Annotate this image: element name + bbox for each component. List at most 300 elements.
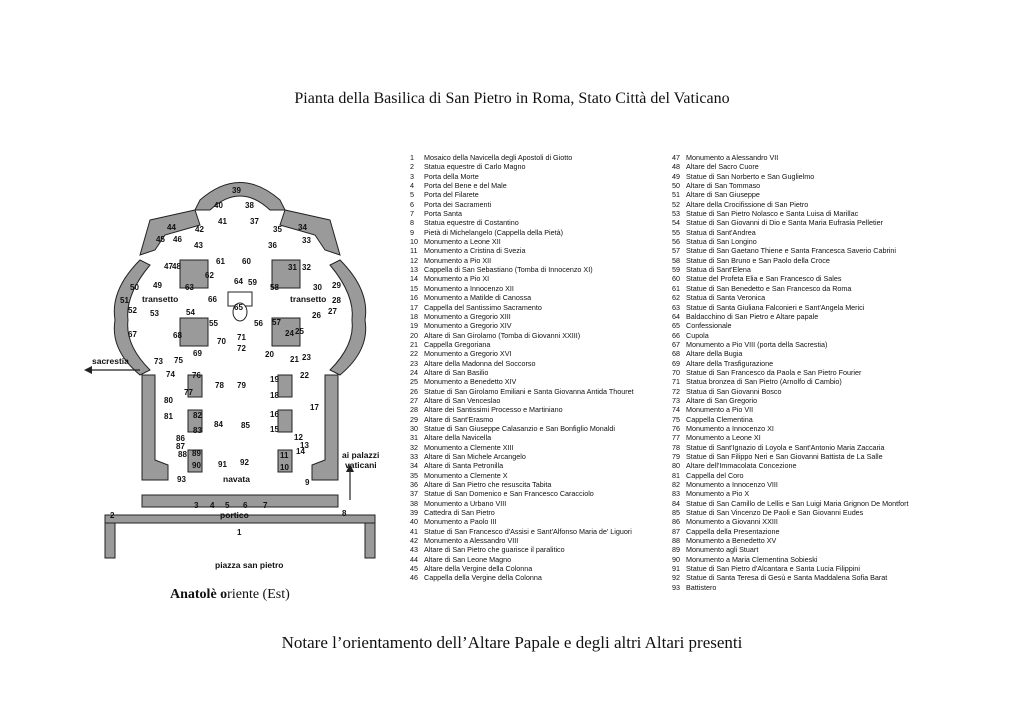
plan-number: 10 — [280, 463, 289, 472]
plan-number: 67 — [128, 330, 137, 339]
plan-number: 5 — [225, 501, 230, 510]
legend-text: Monumento a Urbano VIII — [424, 498, 507, 508]
plan-number: 7 — [263, 501, 268, 510]
legend-number: 93 — [672, 582, 680, 592]
legend-item — [410, 405, 634, 414]
plan-number: 28 — [332, 296, 341, 305]
plan-number: 24 — [285, 329, 294, 338]
legend-text: Battistero — [686, 582, 717, 592]
plan-number: 63 — [185, 283, 194, 292]
legend-item — [672, 545, 909, 554]
palazzi-label-1: ai palazzi — [342, 450, 380, 460]
legend-number: 53 — [672, 209, 680, 219]
legend-item — [410, 499, 634, 508]
legend-text: Monumento a Pio X — [686, 489, 750, 499]
plan-number: 21 — [290, 355, 299, 364]
legend-item — [672, 396, 909, 405]
legend-number: 8 — [410, 218, 414, 228]
legend-item — [672, 265, 909, 274]
legend-number: 29 — [410, 414, 418, 424]
legend-item — [672, 489, 909, 498]
legend-item — [672, 162, 909, 171]
legend-number: 70 — [672, 367, 680, 377]
legend-number: 86 — [672, 517, 680, 527]
plan-number: 17 — [310, 403, 319, 412]
legend-text: Altare di San Basilio — [424, 367, 489, 377]
legend-text: Monumento a Innocenzo XI — [686, 423, 774, 433]
legend-item — [410, 181, 634, 190]
legend-item — [672, 331, 909, 340]
plan-number: 22 — [300, 371, 309, 380]
plan-number: 47 — [164, 262, 173, 271]
plan-number: 36 — [268, 241, 277, 250]
plan-number: 25 — [295, 327, 304, 336]
legend-text: Porta dei Sacramenti — [424, 199, 492, 209]
plan-number: 9 — [305, 478, 310, 487]
legend-item — [410, 153, 634, 162]
plan-number: 61 — [216, 257, 225, 266]
legend-text: Statua di Sant'Andrea — [686, 227, 756, 237]
legend-text: Statue di San Giovanni di Dio e Santa Maria Eufrasia Pelletier — [686, 218, 883, 228]
legend-text: Statue di Santa Teresa di Gesù e Santa Maddalena Sofia Barat — [686, 573, 888, 583]
legend-number: 47 — [672, 153, 680, 162]
plan-number: 57 — [272, 318, 281, 327]
legend-text: Cappella Clementina — [686, 414, 753, 424]
nave-pier-2 — [278, 375, 292, 397]
legend-item — [410, 237, 634, 246]
legend-text: Statua equestre di Costantino — [424, 218, 519, 228]
legend-item — [672, 517, 909, 526]
plan-number: 78 — [215, 381, 224, 390]
plan-number: 83 — [193, 426, 202, 435]
legend-text: Altare di San Pietro che resuscita Tabita — [424, 480, 552, 490]
legend-item — [672, 471, 909, 480]
legend-text: Statue di San Francesco d'Assisi e Sant'Alfonso Maria de' Liguori — [424, 526, 632, 536]
legend-text: Statue di San Francesco da Paola e San Pietro Fourier — [686, 367, 862, 377]
legend-item — [672, 153, 909, 162]
plan-number: 73 — [154, 357, 163, 366]
plan-number: 13 — [300, 441, 309, 450]
plan-number: 34 — [298, 223, 307, 232]
plan-number: 71 — [237, 333, 246, 342]
legend-item — [410, 256, 634, 265]
legend-text: Monumento a Cristina di Svezia — [424, 246, 526, 256]
legend-item — [672, 536, 909, 545]
legend-item — [410, 265, 634, 274]
legend-text: Statue di San Domenico e San Francesco Caracciolo — [424, 489, 594, 499]
legend-item — [672, 583, 909, 592]
legend-text: Porta del Bene e del Male — [424, 181, 507, 191]
legend-text: Cattedra di San Pietro — [424, 508, 495, 518]
legend-number: 67 — [672, 339, 680, 349]
legend-item — [410, 209, 634, 218]
plan-number: 4 — [210, 501, 215, 510]
transetto-left-label: transetto — [142, 294, 179, 304]
legend-item — [672, 527, 909, 536]
plan-number: 84 — [214, 420, 223, 429]
plan-number: 62 — [205, 271, 214, 280]
legend-item — [410, 555, 634, 564]
legend-item — [410, 359, 634, 368]
legend-text: Altare dei Santissimi Processo e Martiniano — [424, 405, 563, 415]
plan-number: 14 — [296, 447, 305, 456]
legend-text: Monumento a Leone XII — [424, 237, 501, 247]
legend-number: 92 — [672, 573, 680, 583]
plan-number: 29 — [332, 281, 341, 290]
legend-number: 26 — [410, 386, 418, 396]
legend-item — [672, 274, 909, 283]
legend-item — [410, 284, 634, 293]
legend-number: 1 — [410, 153, 414, 162]
legend-item — [410, 489, 634, 498]
legend-number: 81 — [672, 470, 680, 480]
legend-text: Altare di San Michele Arcangelo — [424, 452, 526, 461]
legend-text: Confessionale — [686, 321, 732, 331]
legend-text: Altare della Navicella — [424, 433, 492, 443]
legend-number: 55 — [672, 227, 680, 237]
legend-text: Cappella del Coro — [686, 470, 744, 480]
legend-number: 52 — [672, 199, 680, 209]
legend-number: 30 — [410, 423, 418, 433]
legend-text: Monumento a Leone XI — [686, 433, 761, 443]
legend-number: 34 — [410, 461, 418, 471]
legend-text: Altare della Trasfigurazione — [686, 358, 774, 368]
legend-item — [672, 181, 909, 190]
plan-number: 40 — [214, 201, 223, 210]
legend-text: Statue di San Pietro Nolasco e Santa Luisa di Marillac — [686, 209, 859, 219]
plan-number: 60 — [242, 257, 251, 266]
legend-number: 65 — [672, 321, 680, 331]
legend-text: Statue di Sant'Ignazio di Loyola e Sant'Antonio Maria Zaccaria — [686, 442, 885, 452]
legend-text: Statua di San Longino — [686, 237, 757, 247]
legend-item — [672, 573, 909, 582]
legend-item — [410, 443, 634, 452]
legend-item — [410, 274, 634, 283]
legend-number: 59 — [672, 265, 680, 275]
plan-number: 72 — [237, 344, 246, 353]
plan-number: 27 — [328, 307, 337, 316]
legend-item — [672, 359, 909, 368]
legend-number: 31 — [410, 433, 418, 443]
plan-number: 39 — [232, 186, 241, 195]
plan-number: 77 — [184, 388, 193, 397]
legend-number: 90 — [672, 554, 680, 564]
legend-text: Statua di San Giovanni Bosco — [686, 386, 782, 396]
legend-number: 16 — [410, 293, 418, 303]
legend-number: 23 — [410, 358, 418, 368]
legend-item — [410, 218, 634, 227]
navata-label: navata — [223, 474, 250, 484]
plan-number: 74 — [166, 370, 175, 379]
legend-item — [672, 321, 909, 330]
legend-number: 2 — [410, 162, 414, 172]
plan-number: 56 — [254, 319, 263, 328]
legend-item — [672, 564, 909, 573]
legend-text: Monumento a Gregorio XIV — [424, 321, 512, 331]
legend-number: 71 — [672, 377, 680, 387]
legend-text: Monumento a Innocenzo XII — [424, 283, 514, 293]
legend-number: 5 — [410, 190, 414, 200]
legend-text: Cupola — [686, 330, 709, 340]
legend-number: 64 — [672, 311, 680, 321]
legend-item — [672, 508, 909, 517]
plan-number: 86 — [176, 434, 185, 443]
legend-item — [410, 377, 634, 386]
legend-number: 78 — [672, 442, 680, 452]
plan-number: 81 — [164, 412, 173, 421]
plan-number: 33 — [302, 236, 311, 245]
plan-number: 46 — [173, 235, 182, 244]
plan-number: 18 — [270, 391, 279, 400]
legend-item — [410, 415, 634, 424]
plan-number: 93 — [177, 475, 186, 484]
legend-item — [410, 340, 634, 349]
legend-item — [410, 480, 634, 489]
legend-text: Statue di San Norberto e San Guglielmo — [686, 171, 815, 181]
legend-item — [410, 228, 634, 237]
legend-number: 13 — [410, 265, 418, 275]
legend-text: Cappella della Presentazione — [686, 526, 780, 536]
legend-text: Statue del Profeta Elia e San Francesco di Sales — [686, 274, 842, 284]
legend-number: 88 — [672, 536, 680, 546]
legend-item — [410, 424, 634, 433]
legend-text: Altare di San Giuseppe — [686, 190, 760, 200]
legend-item — [410, 527, 634, 536]
legend-item — [410, 331, 634, 340]
legend-item — [410, 349, 634, 358]
plan-number: 8 — [342, 509, 347, 518]
legend-item — [672, 340, 909, 349]
legend-number: 20 — [410, 330, 418, 340]
transetto-right-label: transetto — [290, 294, 327, 304]
legend-text: Statue di San Gaetano Thiene e Santa Francesca Saverio Cabrini — [686, 246, 897, 256]
plan-number: 68 — [173, 331, 182, 340]
legend-number: 83 — [672, 489, 680, 499]
legend-item — [410, 461, 634, 470]
plan-number: 49 — [153, 281, 162, 290]
legend-item — [672, 303, 909, 312]
legend-text: Statua bronzea di San Pietro (Arnolfo di Cambio) — [686, 377, 842, 387]
plan-number: 41 — [218, 217, 227, 226]
plan-number: 31 — [288, 263, 297, 272]
legend-number: 36 — [410, 480, 418, 490]
legend-column-1 — [410, 153, 634, 583]
legend-text: Cappella di San Sebastiano (Tomba di Innocenzo XI) — [424, 265, 593, 275]
basilica-floor-plan — [80, 160, 400, 580]
plan-number: 91 — [218, 460, 227, 469]
legend-number: 12 — [410, 255, 418, 265]
legend-number: 3 — [410, 171, 414, 181]
legend-item — [672, 424, 909, 433]
legend-number: 77 — [672, 433, 680, 443]
legend-number: 80 — [672, 461, 680, 471]
plan-number: 19 — [270, 375, 279, 384]
legend-number: 66 — [672, 330, 680, 340]
legend-number: 75 — [672, 414, 680, 424]
legend-number: 21 — [410, 339, 418, 349]
legend-text: Statue di San Girolamo Emiliani e Santa Giovanna Antida Thouret — [424, 386, 634, 396]
legend-number: 11 — [410, 246, 418, 256]
plan-number: 2 — [110, 511, 115, 520]
legend-item — [410, 573, 634, 582]
legend-number: 57 — [672, 246, 680, 256]
legend-item — [672, 172, 909, 181]
plan-number: 80 — [164, 396, 173, 405]
plan-number: 76 — [192, 371, 201, 380]
legend-number: 79 — [672, 452, 680, 461]
plan-number: 53 — [150, 309, 159, 318]
legend-item — [410, 190, 634, 199]
plan-number: 20 — [265, 350, 274, 359]
legend-item — [410, 387, 634, 396]
legend-text: Altare dell'Immacolata Concezione — [686, 461, 797, 471]
legend-text: Monumento a Maria Clementina Sobieski — [686, 554, 818, 564]
legend-text: Monumento a Pio XII — [424, 255, 492, 265]
legend-text: Monumento a Benedetto XIV — [424, 377, 517, 387]
legend-number: 48 — [672, 162, 680, 172]
legend-item — [410, 471, 634, 480]
legend-item — [672, 387, 909, 396]
colonnade-right — [365, 523, 375, 558]
legend-number: 35 — [410, 470, 418, 480]
legend-number: 39 — [410, 508, 418, 518]
legend-text: Altare del Sacro Cuore — [686, 162, 759, 172]
piazza-label: piazza san pietro — [215, 560, 284, 570]
plan-number: 66 — [208, 295, 217, 304]
legend-item — [410, 396, 634, 405]
tribune-right-wall — [280, 210, 340, 255]
legend-item — [672, 293, 909, 302]
legend-text: Monumento a Pio VII — [686, 405, 754, 415]
legend-text: Altare di San Leone Magno — [424, 554, 512, 564]
legend-item — [672, 452, 909, 461]
legend-number: 14 — [410, 274, 418, 284]
legend-text: Monumento agli Stuart — [686, 545, 759, 555]
legend-text: Cappella Gregoriana — [424, 339, 491, 349]
plan-number: 37 — [250, 217, 259, 226]
legend-text: Altare di Santa Petronilla — [424, 461, 504, 471]
legend-item — [672, 377, 909, 386]
plan-number: 44 — [167, 223, 176, 232]
legend-text: Statue di San Filippo Neri e San Giovanni Battista de La Salle — [686, 452, 883, 461]
legend-item — [410, 564, 634, 573]
legend-number: 10 — [410, 237, 418, 247]
legend-number: 40 — [410, 517, 418, 527]
legend-item — [410, 293, 634, 302]
palazzi-label-2: vaticani — [345, 460, 377, 470]
right-transept-apse — [330, 260, 366, 375]
legend-item — [410, 172, 634, 181]
legend-number: 49 — [672, 171, 680, 181]
legend-number: 73 — [672, 395, 680, 405]
plan-number: 11 — [280, 451, 289, 460]
legend-text: Monumento a Alessandro VII — [686, 153, 779, 162]
legend-text: Statue di San Giuseppe Calasanzio e San Bonfiglio Monaldi — [424, 423, 615, 433]
legend-text: Monumento a Innocenzo VIII — [686, 480, 778, 490]
legend-number: 58 — [672, 255, 680, 265]
plan-number: 32 — [302, 263, 311, 272]
footer-note: Notare l’orientamento dell’Altare Papale e degli altri Altari presenti — [281, 633, 743, 652]
plan-number: 69 — [193, 349, 202, 358]
legend-number: 87 — [672, 526, 680, 536]
legend-item — [672, 284, 909, 293]
legend-number: 62 — [672, 293, 680, 303]
legend-item — [672, 209, 909, 218]
legend-number: 63 — [672, 302, 680, 312]
legend-text: Cappella della Vergine della Colonna — [424, 573, 542, 583]
legend-item — [410, 508, 634, 517]
legend-number: 69 — [672, 358, 680, 368]
plan-number: 82 — [193, 411, 202, 420]
legend-number: 68 — [672, 349, 680, 359]
legend-text: Altare della Vergine della Colonna — [424, 564, 533, 574]
legend-number: 7 — [410, 209, 414, 219]
legend-number: 22 — [410, 349, 418, 359]
legend-item — [410, 536, 634, 545]
plan-number: 43 — [194, 241, 203, 250]
legend-item — [410, 517, 634, 526]
legend-item — [672, 312, 909, 321]
legend-number: 74 — [672, 405, 680, 415]
legend-number: 51 — [672, 190, 680, 200]
legend-number: 42 — [410, 536, 418, 546]
legend-number: 85 — [672, 508, 680, 518]
legend-text: Porta del Filarete — [424, 190, 479, 200]
legend-item — [672, 228, 909, 237]
legend-number: 46 — [410, 573, 418, 583]
legend-item — [672, 443, 909, 452]
plan-number: 65 — [234, 303, 243, 312]
legend-text: Monumento a Pio VIII (porta della Sacrestia) — [686, 339, 828, 349]
legend-number: 50 — [672, 181, 680, 191]
legend-text: Baldacchino di San Pietro e Altare papale — [686, 311, 819, 321]
legend-item — [410, 200, 634, 209]
legend-text: Altare della Bugia — [686, 349, 743, 359]
legend-text: Statua equestre di Carlo Magno — [424, 162, 526, 172]
legend-number: 56 — [672, 237, 680, 247]
legend-item — [672, 499, 909, 508]
orientation-note — [170, 587, 290, 603]
legend-text: Altare di Sant'Erasmo — [424, 414, 494, 424]
plan-number: 50 — [130, 283, 139, 292]
legend-number: 60 — [672, 274, 680, 284]
legend-item — [672, 200, 909, 209]
legend-number: 6 — [410, 199, 414, 209]
portico-label: portico — [220, 510, 249, 520]
legend-text: Monumento a Paolo III — [424, 517, 497, 527]
plan-number: 6 — [243, 501, 248, 510]
legend-text: Cappella del Santissimo Sacramento — [424, 302, 542, 312]
legend-number: 43 — [410, 545, 418, 555]
nave-left-wall — [142, 375, 168, 480]
plan-number: 23 — [302, 353, 311, 362]
legend-text: Altare della Madonna del Soccorso — [424, 358, 536, 368]
plan-number: 35 — [273, 225, 282, 234]
legend-text: Statue di San Pietro d'Alcantara e Santa Lucia Filippini — [686, 564, 860, 574]
legend-item — [672, 461, 909, 470]
legend-text: Statua di Santa Veronica — [686, 293, 766, 303]
legend-text: Monumento a Pio XI — [424, 274, 490, 284]
legend-text: Altare di San Venceslao — [424, 395, 501, 405]
legend-number: 19 — [410, 321, 418, 331]
plan-number: 92 — [240, 458, 249, 467]
plan-number: 88 — [178, 450, 187, 459]
plan-number: 55 — [209, 319, 218, 328]
legend-item — [410, 368, 634, 377]
legend-text: Mosaico della Navicella degli Apostoli di Giotto — [424, 153, 573, 162]
legend-number: 89 — [672, 545, 680, 555]
legend-number: 72 — [672, 386, 680, 396]
